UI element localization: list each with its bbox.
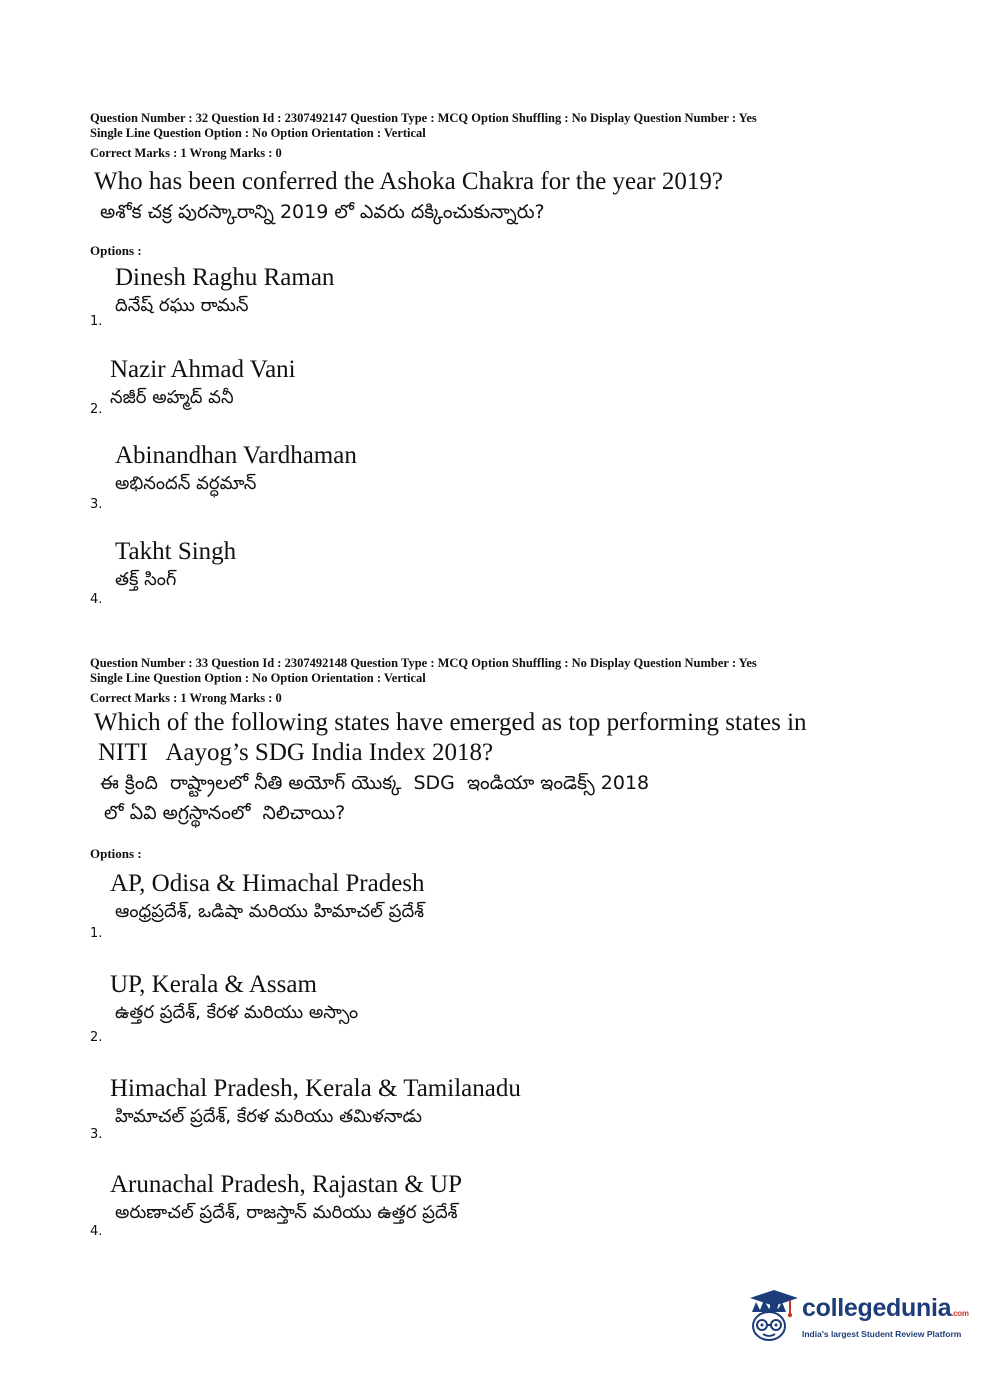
option-2[interactable]	[90, 356, 790, 417]
mascot-icon	[744, 1288, 800, 1348]
option-1[interactable]	[90, 870, 790, 941]
option-text-english: Nazir Ahmad Vani	[110, 356, 296, 383]
option-number: 3.	[90, 1127, 103, 1142]
option-text-telugu: ఉత్తర ప్రదేశ్, కేరళ మరియు అస్సాం	[115, 1002, 359, 1023]
question-meta	[90, 656, 950, 686]
option-text-telugu: నజీర్ అహ్మద్ వనీ	[110, 387, 234, 408]
option-4[interactable]	[90, 538, 790, 607]
option-text-english: Takht Singh	[115, 538, 237, 565]
question-meta-line2: Single Line Question Option : No Option Orientation : Vertical	[90, 671, 426, 685]
option-2[interactable]	[90, 971, 790, 1045]
question-33	[90, 656, 950, 862]
option-number: 2.	[90, 1030, 103, 1045]
question-text-telugu-line1: ఈ క్రింది రాష్ట్రాలలో నీతి అయోగ్ యొక్క SDG ఇండియా ఇండెక్స్ 2018	[100, 772, 650, 794]
option-text-telugu: తక్త్ సింగ్	[115, 569, 177, 590]
option-text-telugu: ఆంధ్రప్రదేశ్, ఒడిషా మరియు హిమాచల్ ప్రదేశ్	[115, 901, 425, 922]
logo-dotcom: .com	[951, 1309, 969, 1318]
option-number: 3.	[90, 497, 103, 512]
question-text-telugu-line2: లో ఏవి అగ్రస్థానంలో నిలిచాయి?	[104, 802, 346, 824]
option-4[interactable]	[90, 1171, 790, 1239]
question-meta-line1: Question Number : 32 Question Id : 2307492147 Question Type : MCQ Option Shuffling : No Display Question Number : Yes	[90, 111, 757, 125]
question-32	[90, 111, 950, 259]
logo-word: collegedunia	[802, 1294, 952, 1322]
option-number: 1.	[90, 926, 103, 941]
question-text-telugu: అశోక చక్ర పురస్కారాన్ని 2019 లో ఎవరు దక్కించుకున్నారు?	[100, 201, 545, 223]
option-text-telugu: దినేష్ రఘు రామన్	[115, 295, 249, 316]
question-meta-line1: Question Number : 33 Question Id : 2307492148 Question Type : MCQ Option Shuffling : No Display Question Number : Yes	[90, 656, 757, 670]
logo-tagline: India's largest Student Review Platform	[802, 1329, 962, 1339]
option-text-english: Himachal Pradesh, Kerala & Tamilanadu	[110, 1075, 521, 1102]
option-text-english: AP, Odisa & Himachal Pradesh	[110, 870, 425, 897]
options-label: Options :	[90, 846, 142, 861]
option-1[interactable]	[90, 264, 790, 329]
collegedunia-logo	[744, 1288, 974, 1348]
option-number: 4.	[90, 1224, 103, 1239]
options-label: Options :	[90, 243, 142, 258]
question-text-english: Who has been conferred the Ashoka Chakra for the year 2019?	[94, 168, 723, 195]
question-marks: Correct Marks : 1 Wrong Marks : 0	[90, 691, 282, 705]
option-number: 1.	[90, 314, 103, 329]
option-text-telugu: హిమాచల్ ప్రదేశ్, కేరళ మరియు తమిళనాడు	[115, 1106, 422, 1127]
option-text-telugu: అభినందన్ వర్ధమాన్	[115, 473, 257, 494]
question-marks: Correct Marks : 1 Wrong Marks : 0	[90, 146, 282, 160]
option-text-english: Abinandhan Vardhaman	[115, 442, 357, 469]
option-text-english: UP, Kerala & Assam	[110, 971, 317, 998]
option-text-telugu: అరుణాచల్ ప్రదేశ్, రాజస్తాన్ మరియు ఉత్తర ప్రదేశ్	[115, 1202, 458, 1223]
question-meta	[90, 111, 950, 141]
option-number: 4.	[90, 592, 103, 607]
option-number: 2.	[90, 402, 103, 417]
question-meta-line2: Single Line Question Option : No Option Orientation : Vertical	[90, 126, 426, 140]
option-text-english: Arunachal Pradesh, Rajastan & UP	[110, 1171, 463, 1198]
option-text-english: Dinesh Raghu Raman	[115, 264, 335, 291]
option-3[interactable]	[90, 442, 790, 512]
option-3[interactable]	[90, 1075, 790, 1142]
logo-wordmark	[802, 1294, 969, 1323]
question-text-english-line1: Which of the following states have emerged as top performing states in	[94, 709, 807, 736]
question-text-english-line2: NITI Aayog’s SDG India Index 2018?	[98, 739, 494, 766]
